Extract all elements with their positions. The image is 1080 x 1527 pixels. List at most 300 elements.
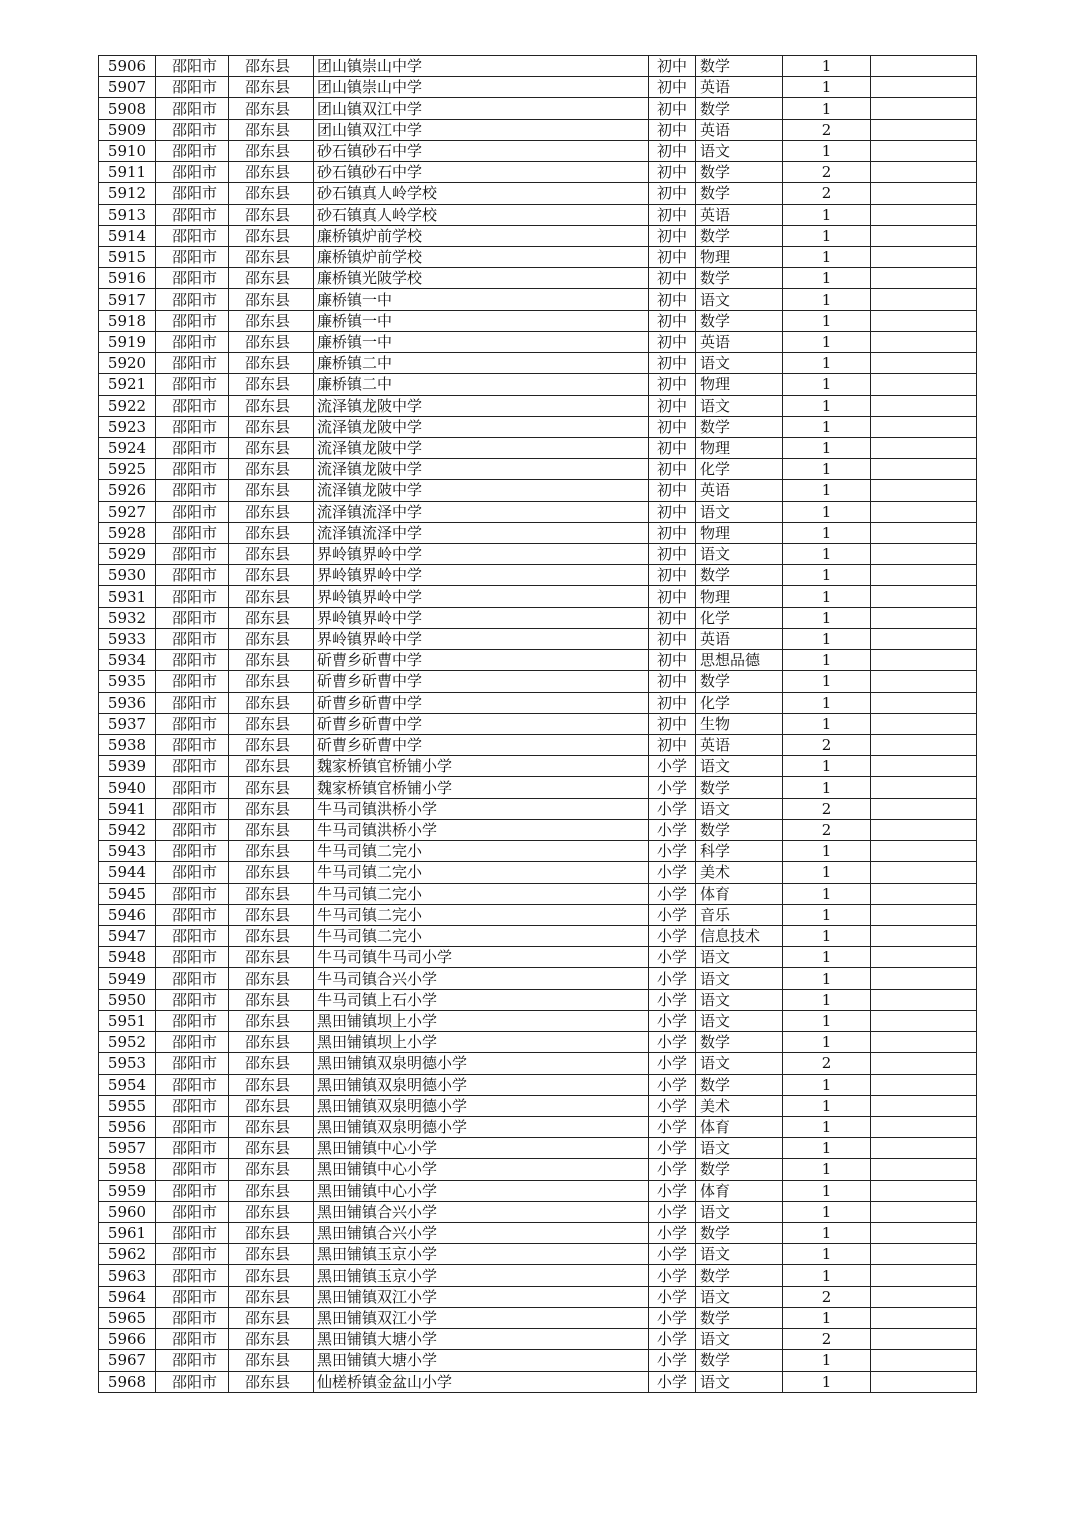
note-cell: [871, 289, 977, 310]
subject-cell: 思想品德: [696, 650, 783, 671]
subject-cell: 数学: [696, 819, 783, 840]
table-row: [99, 989, 977, 1010]
county-cell: 邵东县: [229, 98, 314, 119]
note-cell: [871, 310, 977, 331]
subject-cell: 语文: [696, 1201, 783, 1222]
note-cell: [871, 628, 977, 649]
subject-cell: 英语: [696, 77, 783, 98]
school-level-cell: 初中: [649, 628, 696, 649]
position-count-cell: 1: [783, 1138, 871, 1159]
table-row: [99, 162, 977, 183]
position-count-cell: 2: [783, 119, 871, 140]
row-number-cell: 5920: [99, 353, 156, 374]
city-cell: 邵阳市: [156, 1371, 229, 1392]
subject-cell: 语文: [696, 1371, 783, 1392]
subject-cell: 英语: [696, 735, 783, 756]
school-level-cell: 小学: [649, 1371, 696, 1392]
position-count-cell: 1: [783, 777, 871, 798]
row-number-cell: 5917: [99, 289, 156, 310]
city-cell: 邵阳市: [156, 1032, 229, 1053]
note-cell: [871, 883, 977, 904]
school-cell: 黑田铺镇中心小学: [314, 1180, 649, 1201]
city-cell: 邵阳市: [156, 798, 229, 819]
county-cell: 邵东县: [229, 522, 314, 543]
school-level-cell: 初中: [649, 565, 696, 586]
city-cell: 邵阳市: [156, 374, 229, 395]
table-row: [99, 310, 977, 331]
table-row: [99, 374, 977, 395]
note-cell: [871, 1116, 977, 1137]
city-cell: 邵阳市: [156, 565, 229, 586]
school-cell: 廉桥镇一中: [314, 310, 649, 331]
school-cell: 砂石镇砂石中学: [314, 140, 649, 161]
county-cell: 邵东县: [229, 586, 314, 607]
table-row: [99, 1201, 977, 1222]
county-cell: 邵东县: [229, 671, 314, 692]
row-number-cell: 5915: [99, 246, 156, 267]
school-level-cell: 小学: [649, 1201, 696, 1222]
subject-cell: 数学: [696, 671, 783, 692]
county-cell: 邵东县: [229, 713, 314, 734]
row-number-cell: 5908: [99, 98, 156, 119]
county-cell: 邵东县: [229, 947, 314, 968]
table-row: [99, 586, 977, 607]
school-level-cell: 小学: [649, 989, 696, 1010]
note-cell: [871, 501, 977, 522]
note-cell: [871, 565, 977, 586]
position-count-cell: 1: [783, 904, 871, 925]
county-cell: 邵东县: [229, 798, 314, 819]
subject-cell: 数学: [696, 1159, 783, 1180]
subject-cell: 体育: [696, 1116, 783, 1137]
subject-cell: 数学: [696, 416, 783, 437]
county-cell: 邵东县: [229, 925, 314, 946]
note-cell: [871, 1201, 977, 1222]
city-cell: 邵阳市: [156, 1116, 229, 1137]
school-level-cell: 小学: [649, 1032, 696, 1053]
note-cell: [871, 246, 977, 267]
school-level-cell: 初中: [649, 119, 696, 140]
subject-cell: 数学: [696, 1223, 783, 1244]
school-cell: 团山镇双江中学: [314, 98, 649, 119]
county-cell: 邵东县: [229, 289, 314, 310]
city-cell: 邵阳市: [156, 1159, 229, 1180]
school-level-cell: 初中: [649, 437, 696, 458]
city-cell: 邵阳市: [156, 480, 229, 501]
school-cell: 界岭镇界岭中学: [314, 586, 649, 607]
table-row: [99, 1159, 977, 1180]
school-level-cell: 小学: [649, 1159, 696, 1180]
table-row: [99, 140, 977, 161]
row-number-cell: 5946: [99, 904, 156, 925]
county-cell: 邵东县: [229, 692, 314, 713]
city-cell: 邵阳市: [156, 395, 229, 416]
subject-cell: 物理: [696, 246, 783, 267]
position-count-cell: 1: [783, 692, 871, 713]
school-level-cell: 初中: [649, 353, 696, 374]
note-cell: [871, 162, 977, 183]
subject-cell: 语文: [696, 1138, 783, 1159]
city-cell: 邵阳市: [156, 1223, 229, 1244]
note-cell: [871, 904, 977, 925]
city-cell: 邵阳市: [156, 1244, 229, 1265]
school-level-cell: 初中: [649, 501, 696, 522]
row-number-cell: 5922: [99, 395, 156, 416]
note-cell: [871, 416, 977, 437]
school-level-cell: 初中: [649, 607, 696, 628]
city-cell: 邵阳市: [156, 119, 229, 140]
school-level-cell: 初中: [649, 522, 696, 543]
county-cell: 邵东县: [229, 204, 314, 225]
county-cell: 邵东县: [229, 310, 314, 331]
table-row: [99, 671, 977, 692]
city-cell: 邵阳市: [156, 862, 229, 883]
city-cell: 邵阳市: [156, 183, 229, 204]
position-count-cell: 1: [783, 883, 871, 904]
position-count-cell: 1: [783, 1180, 871, 1201]
subject-cell: 物理: [696, 586, 783, 607]
row-number-cell: 5960: [99, 1201, 156, 1222]
table-row: [99, 607, 977, 628]
table-row: [99, 56, 977, 77]
city-cell: 邵阳市: [156, 77, 229, 98]
school-cell: 牛马司镇合兴小学: [314, 968, 649, 989]
school-cell: 黑田铺镇坝上小学: [314, 1010, 649, 1031]
school-cell: 廉桥镇二中: [314, 374, 649, 395]
row-number-cell: 5921: [99, 374, 156, 395]
subject-cell: 英语: [696, 628, 783, 649]
row-number-cell: 5935: [99, 671, 156, 692]
subject-cell: 数学: [696, 1074, 783, 1095]
subject-cell: 语文: [696, 289, 783, 310]
county-cell: 邵东县: [229, 268, 314, 289]
position-count-cell: 1: [783, 1159, 871, 1180]
note-cell: [871, 353, 977, 374]
subject-cell: 物理: [696, 437, 783, 458]
city-cell: 邵阳市: [156, 607, 229, 628]
row-number-cell: 5951: [99, 1010, 156, 1031]
school-cell: 黑田铺镇坝上小学: [314, 1032, 649, 1053]
position-count-cell: 1: [783, 246, 871, 267]
note-cell: [871, 650, 977, 671]
city-cell: 邵阳市: [156, 56, 229, 77]
row-number-cell: 5919: [99, 331, 156, 352]
school-level-cell: 初中: [649, 310, 696, 331]
position-count-cell: 1: [783, 374, 871, 395]
table-row: [99, 268, 977, 289]
school-level-cell: 小学: [649, 1265, 696, 1286]
row-number-cell: 5961: [99, 1223, 156, 1244]
position-count-cell: 1: [783, 204, 871, 225]
subject-cell: 语文: [696, 947, 783, 968]
subject-cell: 数学: [696, 1265, 783, 1286]
school-level-cell: 初中: [649, 735, 696, 756]
table-row: [99, 395, 977, 416]
row-number-cell: 5911: [99, 162, 156, 183]
school-cell: 廉桥镇光陂学校: [314, 268, 649, 289]
subject-cell: 语文: [696, 968, 783, 989]
table-row: [99, 565, 977, 586]
school-level-cell: 初中: [649, 544, 696, 565]
county-cell: 邵东县: [229, 1201, 314, 1222]
school-level-cell: 初中: [649, 225, 696, 246]
county-cell: 邵东县: [229, 904, 314, 925]
city-cell: 邵阳市: [156, 925, 229, 946]
school-level-cell: 初中: [649, 246, 696, 267]
row-number-cell: 5934: [99, 650, 156, 671]
recruitment-table: [98, 55, 977, 1393]
position-count-cell: 2: [783, 1329, 871, 1350]
city-cell: 邵阳市: [156, 544, 229, 565]
subject-cell: 语文: [696, 140, 783, 161]
table-row: [99, 1350, 977, 1371]
subject-cell: 语文: [696, 756, 783, 777]
table-row: [99, 947, 977, 968]
school-level-cell: 小学: [649, 1010, 696, 1031]
table-row: [99, 777, 977, 798]
row-number-cell: 5963: [99, 1265, 156, 1286]
subject-cell: 物理: [696, 374, 783, 395]
position-count-cell: 1: [783, 1307, 871, 1328]
county-cell: 邵东县: [229, 1116, 314, 1137]
subject-cell: 语文: [696, 989, 783, 1010]
subject-cell: 音乐: [696, 904, 783, 925]
city-cell: 邵阳市: [156, 713, 229, 734]
city-cell: 邵阳市: [156, 459, 229, 480]
note-cell: [871, 607, 977, 628]
school-level-cell: 初中: [649, 140, 696, 161]
school-cell: 牛马司镇上石小学: [314, 989, 649, 1010]
school-cell: 界岭镇界岭中学: [314, 628, 649, 649]
school-cell: 牛马司镇洪桥小学: [314, 798, 649, 819]
note-cell: [871, 459, 977, 480]
position-count-cell: 1: [783, 77, 871, 98]
school-level-cell: 小学: [649, 1138, 696, 1159]
note-cell: [871, 1095, 977, 1116]
position-count-cell: 1: [783, 925, 871, 946]
city-cell: 邵阳市: [156, 331, 229, 352]
school-cell: 界岭镇界岭中学: [314, 607, 649, 628]
school-cell: 流泽镇龙陂中学: [314, 437, 649, 458]
subject-cell: 数学: [696, 777, 783, 798]
school-cell: 黑田铺镇大塘小学: [314, 1350, 649, 1371]
table-row: [99, 904, 977, 925]
table-row: [99, 204, 977, 225]
school-level-cell: 初中: [649, 204, 696, 225]
school-level-cell: 初中: [649, 98, 696, 119]
subject-cell: 英语: [696, 119, 783, 140]
city-cell: 邵阳市: [156, 1180, 229, 1201]
county-cell: 邵东县: [229, 459, 314, 480]
county-cell: 邵东县: [229, 331, 314, 352]
row-number-cell: 5954: [99, 1074, 156, 1095]
school-cell: 廉桥镇一中: [314, 289, 649, 310]
county-cell: 邵东县: [229, 1223, 314, 1244]
row-number-cell: 5914: [99, 225, 156, 246]
city-cell: 邵阳市: [156, 841, 229, 862]
position-count-cell: 1: [783, 968, 871, 989]
table-row: [99, 1371, 977, 1392]
table-row: [99, 1138, 977, 1159]
school-cell: 流泽镇龙陂中学: [314, 416, 649, 437]
position-count-cell: 1: [783, 1201, 871, 1222]
school-cell: 黑田铺镇中心小学: [314, 1138, 649, 1159]
table-row: [99, 713, 977, 734]
city-cell: 邵阳市: [156, 1138, 229, 1159]
note-cell: [871, 586, 977, 607]
note-cell: [871, 183, 977, 204]
county-cell: 邵东县: [229, 1095, 314, 1116]
position-count-cell: 1: [783, 586, 871, 607]
county-cell: 邵东县: [229, 140, 314, 161]
table-row: [99, 522, 977, 543]
city-cell: 邵阳市: [156, 671, 229, 692]
subject-cell: 美术: [696, 862, 783, 883]
school-cell: 廉桥镇炉前学校: [314, 246, 649, 267]
county-cell: 邵东县: [229, 628, 314, 649]
row-number-cell: 5928: [99, 522, 156, 543]
row-number-cell: 5962: [99, 1244, 156, 1265]
note-cell: [871, 692, 977, 713]
city-cell: 邵阳市: [156, 756, 229, 777]
table-row: [99, 1244, 977, 1265]
table-row: [99, 1329, 977, 1350]
row-number-cell: 5927: [99, 501, 156, 522]
school-cell: 牛马司镇二完小: [314, 862, 649, 883]
row-number-cell: 5944: [99, 862, 156, 883]
school-level-cell: 初中: [649, 480, 696, 501]
subject-cell: 美术: [696, 1095, 783, 1116]
position-count-cell: 1: [783, 862, 871, 883]
school-cell: 黑田铺镇双江小学: [314, 1286, 649, 1307]
city-cell: 邵阳市: [156, 310, 229, 331]
position-count-cell: 1: [783, 628, 871, 649]
position-count-cell: 1: [783, 1244, 871, 1265]
position-count-cell: 2: [783, 819, 871, 840]
table-row: [99, 968, 977, 989]
position-count-cell: 1: [783, 1074, 871, 1095]
note-cell: [871, 1180, 977, 1201]
row-number-cell: 5930: [99, 565, 156, 586]
school-cell: 界岭镇界岭中学: [314, 544, 649, 565]
school-level-cell: 小学: [649, 1307, 696, 1328]
subject-cell: 数学: [696, 1032, 783, 1053]
position-count-cell: 1: [783, 1371, 871, 1392]
position-count-cell: 1: [783, 56, 871, 77]
county-cell: 邵东县: [229, 225, 314, 246]
note-cell: [871, 819, 977, 840]
note-cell: [871, 862, 977, 883]
row-number-cell: 5958: [99, 1159, 156, 1180]
school-cell: 流泽镇龙陂中学: [314, 480, 649, 501]
subject-cell: 数学: [696, 310, 783, 331]
school-cell: 界岭镇界岭中学: [314, 565, 649, 586]
school-level-cell: 初中: [649, 77, 696, 98]
school-level-cell: 初中: [649, 713, 696, 734]
note-cell: [871, 925, 977, 946]
row-number-cell: 5943: [99, 841, 156, 862]
position-count-cell: 2: [783, 183, 871, 204]
row-number-cell: 5941: [99, 798, 156, 819]
position-count-cell: 1: [783, 1095, 871, 1116]
city-cell: 邵阳市: [156, 289, 229, 310]
note-cell: [871, 947, 977, 968]
note-cell: [871, 1329, 977, 1350]
position-count-cell: 1: [783, 480, 871, 501]
note-cell: [871, 1138, 977, 1159]
subject-cell: 语文: [696, 1286, 783, 1307]
school-level-cell: 小学: [649, 1074, 696, 1095]
row-number-cell: 5959: [99, 1180, 156, 1201]
subject-cell: 数学: [696, 1350, 783, 1371]
row-number-cell: 5932: [99, 607, 156, 628]
row-number-cell: 5950: [99, 989, 156, 1010]
school-level-cell: 小学: [649, 798, 696, 819]
school-level-cell: 小学: [649, 1095, 696, 1116]
subject-cell: 科学: [696, 841, 783, 862]
position-count-cell: 1: [783, 989, 871, 1010]
city-cell: 邵阳市: [156, 246, 229, 267]
city-cell: 邵阳市: [156, 522, 229, 543]
subject-cell: 化学: [696, 459, 783, 480]
county-cell: 邵东县: [229, 1010, 314, 1031]
school-level-cell: 小学: [649, 968, 696, 989]
school-cell: 黑田铺镇玉京小学: [314, 1244, 649, 1265]
county-cell: 邵东县: [229, 607, 314, 628]
school-level-cell: 初中: [649, 650, 696, 671]
county-cell: 邵东县: [229, 119, 314, 140]
table-row: [99, 798, 977, 819]
city-cell: 邵阳市: [156, 650, 229, 671]
position-count-cell: 1: [783, 565, 871, 586]
school-cell: 流泽镇流泽中学: [314, 522, 649, 543]
county-cell: 邵东县: [229, 565, 314, 586]
table-row: [99, 1010, 977, 1031]
subject-cell: 数学: [696, 1307, 783, 1328]
table-row: [99, 1095, 977, 1116]
note-cell: [871, 1159, 977, 1180]
county-cell: 邵东县: [229, 1053, 314, 1074]
note-cell: [871, 268, 977, 289]
county-cell: 邵东县: [229, 437, 314, 458]
subject-cell: 语文: [696, 1244, 783, 1265]
school-cell: 黑田铺镇合兴小学: [314, 1223, 649, 1244]
county-cell: 邵东县: [229, 246, 314, 267]
row-number-cell: 5964: [99, 1286, 156, 1307]
table-row: [99, 1116, 977, 1137]
school-level-cell: 初中: [649, 671, 696, 692]
note-cell: [871, 140, 977, 161]
note-cell: [871, 841, 977, 862]
position-count-cell: 1: [783, 395, 871, 416]
county-cell: 邵东县: [229, 1265, 314, 1286]
note-cell: [871, 989, 977, 1010]
table-row: [99, 544, 977, 565]
school-cell: 团山镇崇山中学: [314, 77, 649, 98]
position-count-cell: 1: [783, 713, 871, 734]
subject-cell: 英语: [696, 204, 783, 225]
school-level-cell: 小学: [649, 777, 696, 798]
row-number-cell: 5938: [99, 735, 156, 756]
note-cell: [871, 437, 977, 458]
county-cell: 邵东县: [229, 862, 314, 883]
table-row: [99, 1180, 977, 1201]
school-cell: 流泽镇流泽中学: [314, 501, 649, 522]
row-number-cell: 5936: [99, 692, 156, 713]
city-cell: 邵阳市: [156, 225, 229, 246]
school-level-cell: 小学: [649, 1350, 696, 1371]
subject-cell: 物理: [696, 522, 783, 543]
